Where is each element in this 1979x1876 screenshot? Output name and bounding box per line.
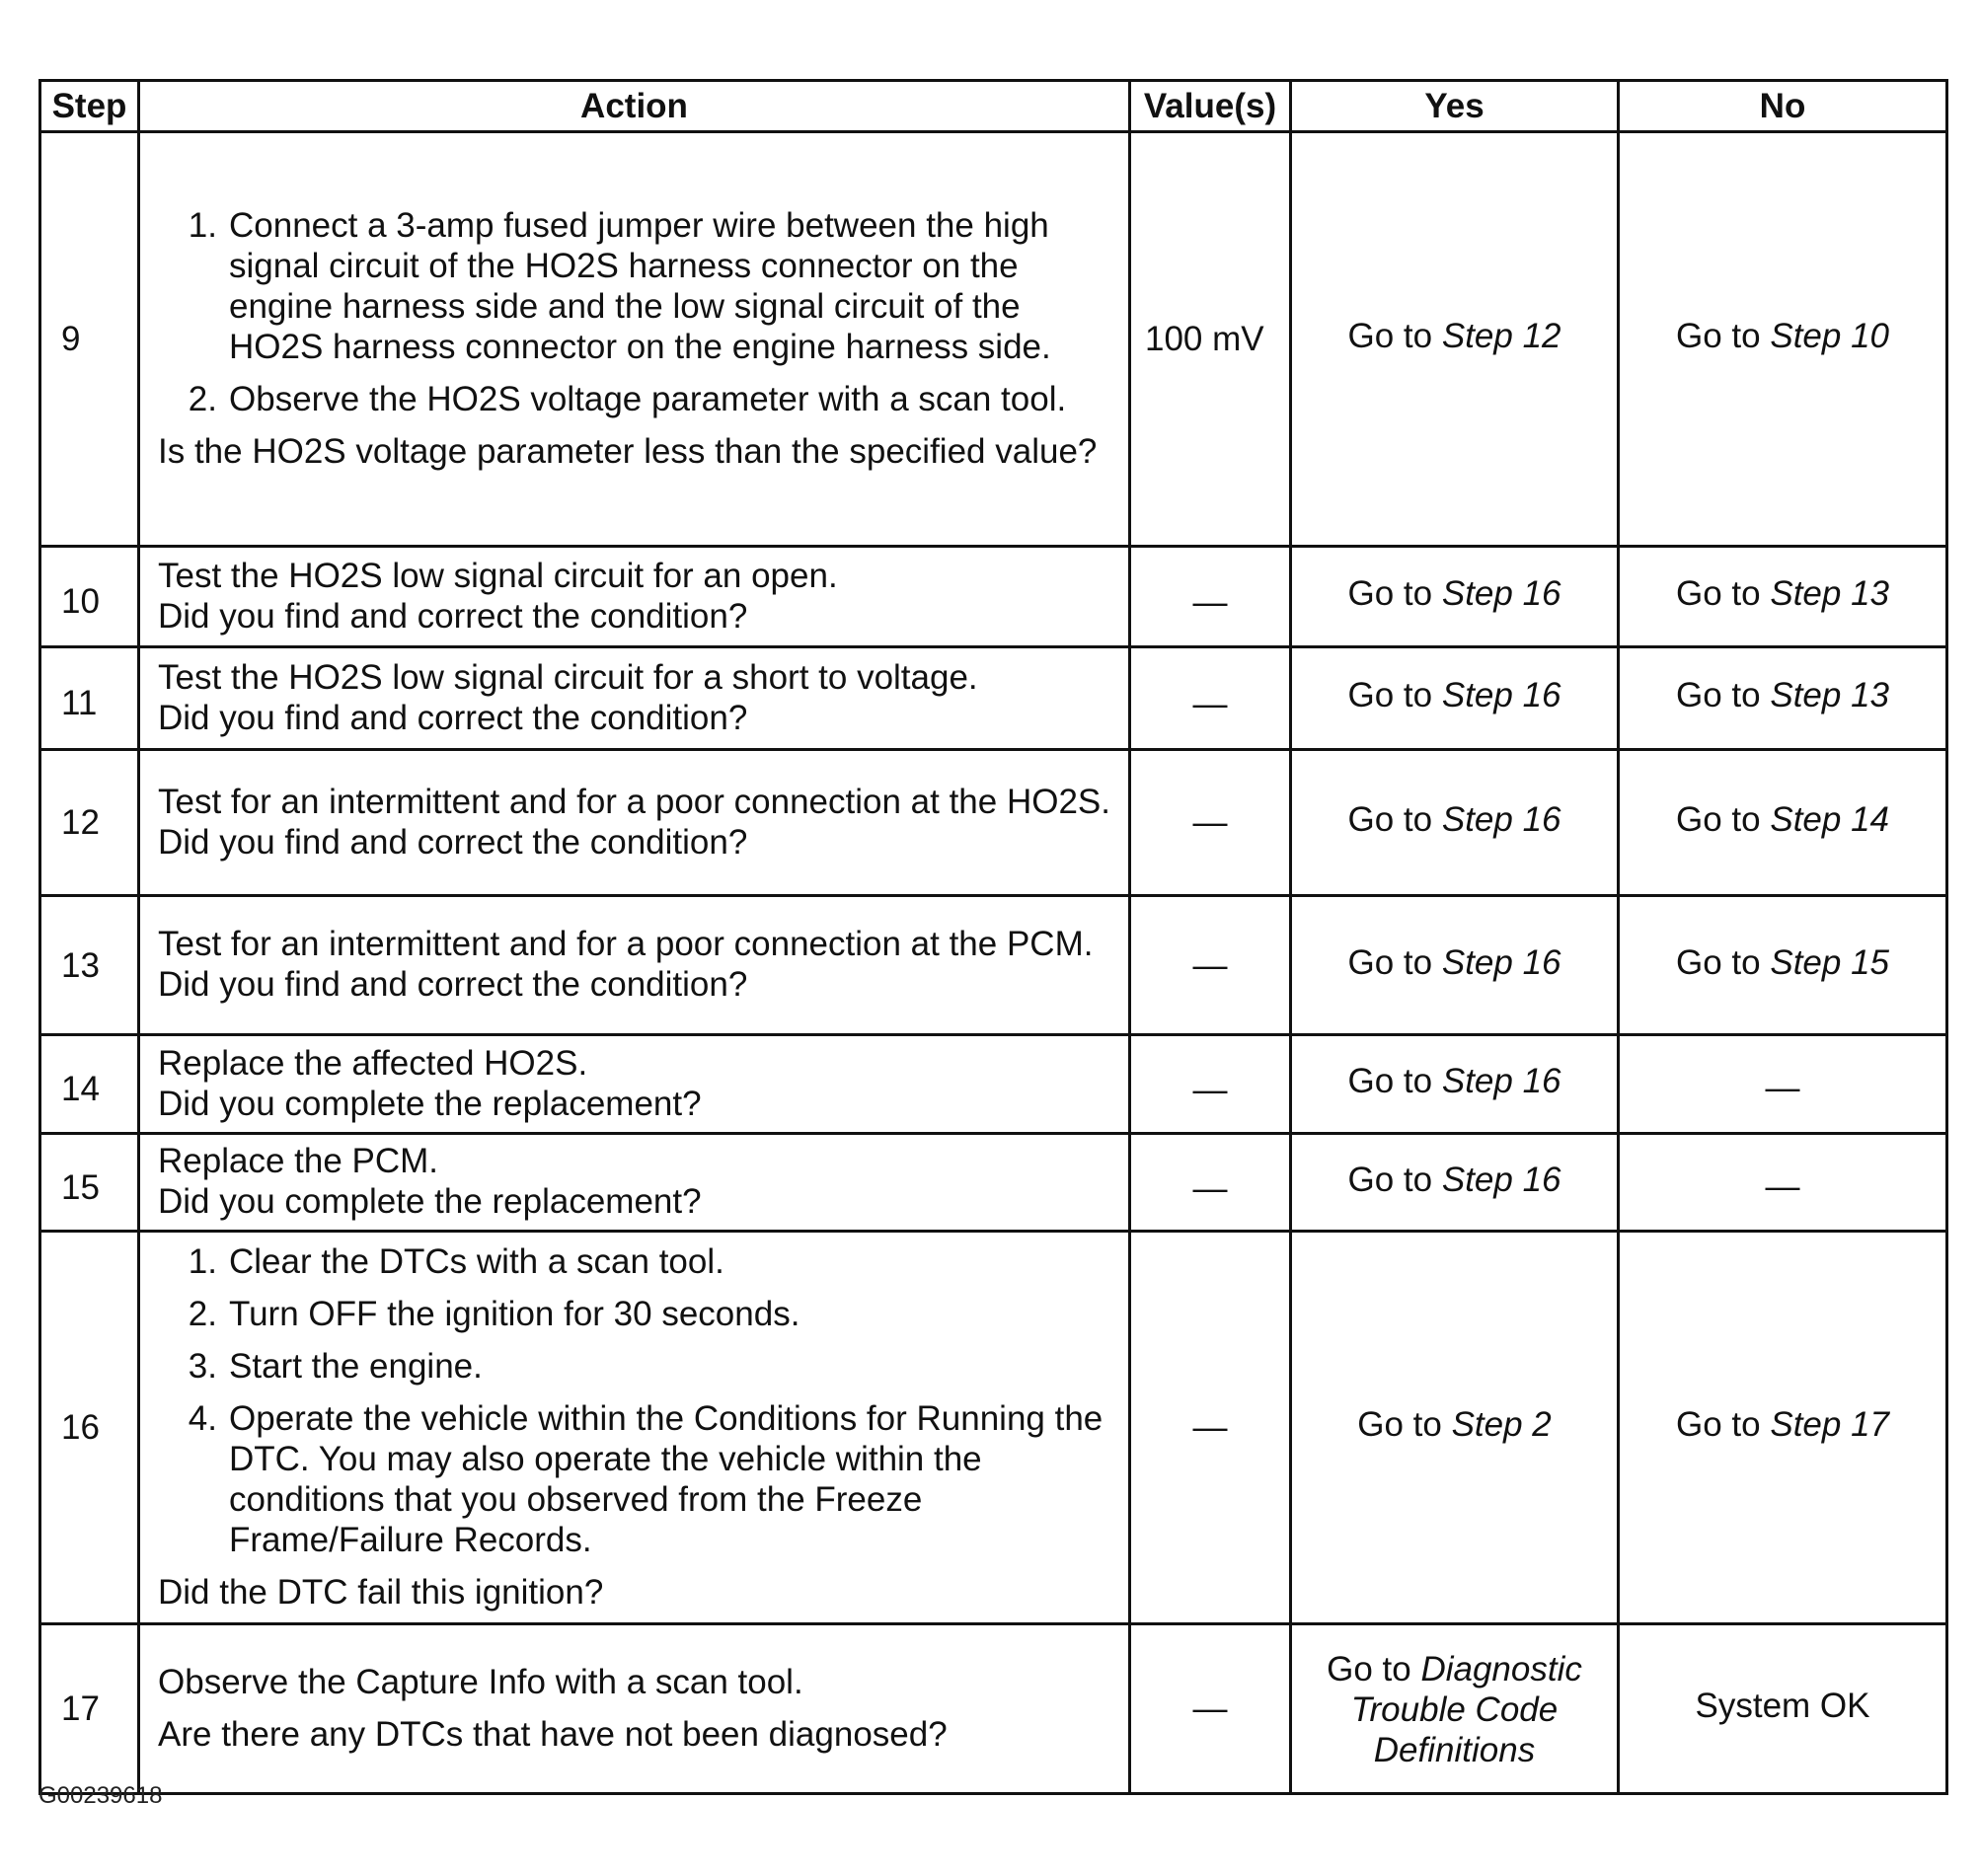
action-question: Did you complete the replacement? [158, 1084, 702, 1123]
action-question: Did the DTC fail this ignition? [158, 1572, 604, 1612]
table-row [40, 896, 1947, 1035]
action-cell [139, 1624, 1130, 1794]
table-row [40, 1134, 1947, 1232]
goto-prefix: Go to [1676, 317, 1761, 355]
step-number: 14 [40, 1035, 139, 1134]
table-row [40, 1624, 1947, 1794]
goto-step-link[interactable]: Step 2 [1451, 1405, 1552, 1444]
no-cell: — [1619, 1134, 1947, 1232]
header-step: Step [40, 81, 139, 132]
goto-prefix: Go to [1327, 1650, 1411, 1688]
action-cell [139, 896, 1130, 1035]
header-yes: Yes [1291, 81, 1619, 132]
action-question: Did you find and correct the condition? [158, 698, 748, 737]
no-cell [1619, 750, 1947, 896]
action-line: Replace the PCM. [158, 1142, 439, 1180]
action-line: Observe the Capture Info with a scan tool. [158, 1662, 803, 1701]
yes-cell [1291, 1624, 1619, 1794]
goto-step-link[interactable]: Step 17 [1770, 1405, 1889, 1444]
goto-step-link[interactable]: Step 16 [1441, 1160, 1561, 1199]
goto-step-link[interactable]: Step 10 [1770, 317, 1889, 355]
value-cell: — [1130, 896, 1291, 1035]
yes-cell [1291, 1035, 1619, 1134]
goto-prefix: Go to [1347, 800, 1433, 839]
goto-prefix: Go to [1347, 1062, 1433, 1100]
yes-cell [1291, 1232, 1619, 1624]
goto-prefix: Go to [1347, 1160, 1433, 1199]
goto-prefix: Go to [1347, 676, 1433, 714]
step-number: 15 [40, 1134, 139, 1232]
action-step: 1. Clear the DTCs with a scan tool. [188, 1241, 724, 1281]
goto-step-link[interactable]: Step 13 [1770, 676, 1889, 714]
table-row [40, 647, 1947, 750]
action-line: Test the HO2S low signal circuit for a short to voltage. [158, 657, 978, 697]
action-question: Are there any DTCs that have not been diagnosed? [158, 1714, 948, 1754]
action-question: Did you complete the replacement? [158, 1182, 702, 1221]
action-question: Did you find and correct the condition? [158, 965, 748, 1004]
action-line: Test the HO2S low signal circuit for an open. [158, 556, 838, 595]
step-number: 12 [40, 750, 139, 896]
action-step-text: Turn OFF the ignition for 30 seconds. [229, 1294, 800, 1333]
action-step-text: Observe the HO2S voltage parameter with a scan tool. [229, 379, 1067, 418]
action-steps [158, 205, 1116, 419]
goto-step-link[interactable]: Step 16 [1441, 1062, 1561, 1100]
value-cell: — [1130, 1134, 1291, 1232]
action-cell [139, 647, 1130, 750]
table-row [40, 1035, 1947, 1134]
action-step: 4. Operate the vehicle within the Conditions for Running the DTC. You may also operate the vehicle within the conditions that you observed from the Freeze Frame/Failure Records. [188, 1398, 1104, 1559]
value-cell: — [1130, 547, 1291, 647]
action-cell [139, 1035, 1130, 1134]
no-cell: System OK [1619, 1624, 1947, 1794]
no-cell [1619, 547, 1947, 647]
goto-prefix: Go to [1676, 1405, 1761, 1444]
step-number: 16 [40, 1232, 139, 1624]
action-step: 2. Observe the HO2S voltage parameter with a scan tool. [188, 379, 1067, 418]
action-step-text: Connect a 3-amp fused jumper wire between the high signal circuit of the HO2S harness connector on the engine harness side and the low signal circuit of the HO2S harness connector on the engine harness side. [229, 205, 1051, 366]
action-cell [139, 1134, 1130, 1232]
header-values: Value(s) [1130, 81, 1291, 132]
goto-step-link[interactable]: Step 15 [1770, 942, 1889, 982]
action-question: Did you find and correct the condition? [158, 596, 748, 636]
step-number: 9 [40, 132, 139, 547]
yes-cell [1291, 1134, 1619, 1232]
goto-prefix: Go to [1347, 942, 1433, 982]
goto-prefix: Go to [1357, 1405, 1442, 1444]
step-number: 11 [40, 647, 139, 750]
table-row [40, 132, 1947, 547]
goto-step-link[interactable]: Step 16 [1441, 574, 1561, 613]
goto-diagnostic-link[interactable]: Diagnostic Trouble Code Definitions [1350, 1650, 1582, 1769]
yes-cell [1291, 896, 1619, 1035]
no-cell: — [1619, 1035, 1947, 1134]
no-cell [1619, 132, 1947, 547]
goto-step-link[interactable]: Step 13 [1770, 574, 1889, 613]
action-cell [139, 1232, 1130, 1624]
goto-step-link[interactable]: Step 16 [1441, 942, 1561, 982]
action-cell [139, 547, 1130, 647]
action-step-text: Clear the DTCs with a scan tool. [229, 1241, 724, 1281]
action-line: Test for an intermittent and for a poor connection at the HO2S. [158, 782, 1110, 821]
goto-prefix: Go to [1676, 676, 1761, 714]
goto-prefix: Go to [1676, 574, 1761, 613]
header-no: No [1619, 81, 1947, 132]
step-number: 10 [40, 547, 139, 647]
action-line: Replace the affected HO2S. [158, 1043, 588, 1083]
value-cell: — [1130, 647, 1291, 750]
action-line: Test for an intermittent and for a poor connection at the PCM. [158, 925, 1094, 963]
no-cell [1619, 1232, 1947, 1624]
action-step: 2. Turn OFF the ignition for 30 seconds. [188, 1294, 800, 1333]
header-action: Action [139, 81, 1130, 132]
action-question: Did you find and correct the condition? [158, 822, 748, 862]
yes-cell [1291, 132, 1619, 547]
action-step-text: Operate the vehicle within the Conditions for Running the DTC. You may also operate the vehicle within the conditions that you observed from the Freeze Frame/Failure Records. [229, 1398, 1104, 1559]
action-steps [158, 1241, 1116, 1560]
value-cell: — [1130, 1035, 1291, 1134]
goto-step-link[interactable]: Step 14 [1770, 800, 1889, 839]
table-row [40, 1232, 1947, 1624]
diagnostic-table [38, 79, 1948, 1795]
step-number: 13 [40, 896, 139, 1035]
yes-cell [1291, 647, 1619, 750]
yes-cell [1291, 750, 1619, 896]
action-question: Is the HO2S voltage parameter less than the specified value? [158, 431, 1098, 471]
action-step: 1. Connect a 3-amp fused jumper wire between the high signal circuit of the HO2S harness connector on the engine harness side and the low signal circuit of the HO2S harness connector on the engine harness side. [188, 205, 1051, 366]
no-cell [1619, 896, 1947, 1035]
value-cell: 100 mV [1130, 132, 1291, 547]
table-row [40, 547, 1947, 647]
value-cell: — [1130, 1232, 1291, 1624]
value-cell: — [1130, 1624, 1291, 1794]
goto-step-link[interactable]: Step 16 [1441, 676, 1561, 714]
goto-prefix: Go to [1676, 800, 1761, 839]
action-step: 3. Start the engine. [188, 1346, 483, 1386]
value-cell: — [1130, 750, 1291, 896]
action-cell [139, 750, 1130, 896]
yes-cell [1291, 547, 1619, 647]
goto-prefix: Go to [1347, 574, 1433, 613]
goto-step-link[interactable]: Step 16 [1441, 800, 1561, 839]
goto-step-link[interactable]: Step 12 [1441, 317, 1561, 355]
goto-prefix: Go to [1676, 942, 1761, 982]
table-row [40, 750, 1947, 896]
step-number: 17 [40, 1624, 139, 1794]
action-step-text: Start the engine. [229, 1346, 483, 1386]
figure-id: G00239618 [38, 1782, 163, 1809]
action-cell [139, 132, 1130, 547]
goto-prefix: Go to [1347, 317, 1433, 355]
header-row [40, 81, 1947, 132]
no-cell [1619, 647, 1947, 750]
